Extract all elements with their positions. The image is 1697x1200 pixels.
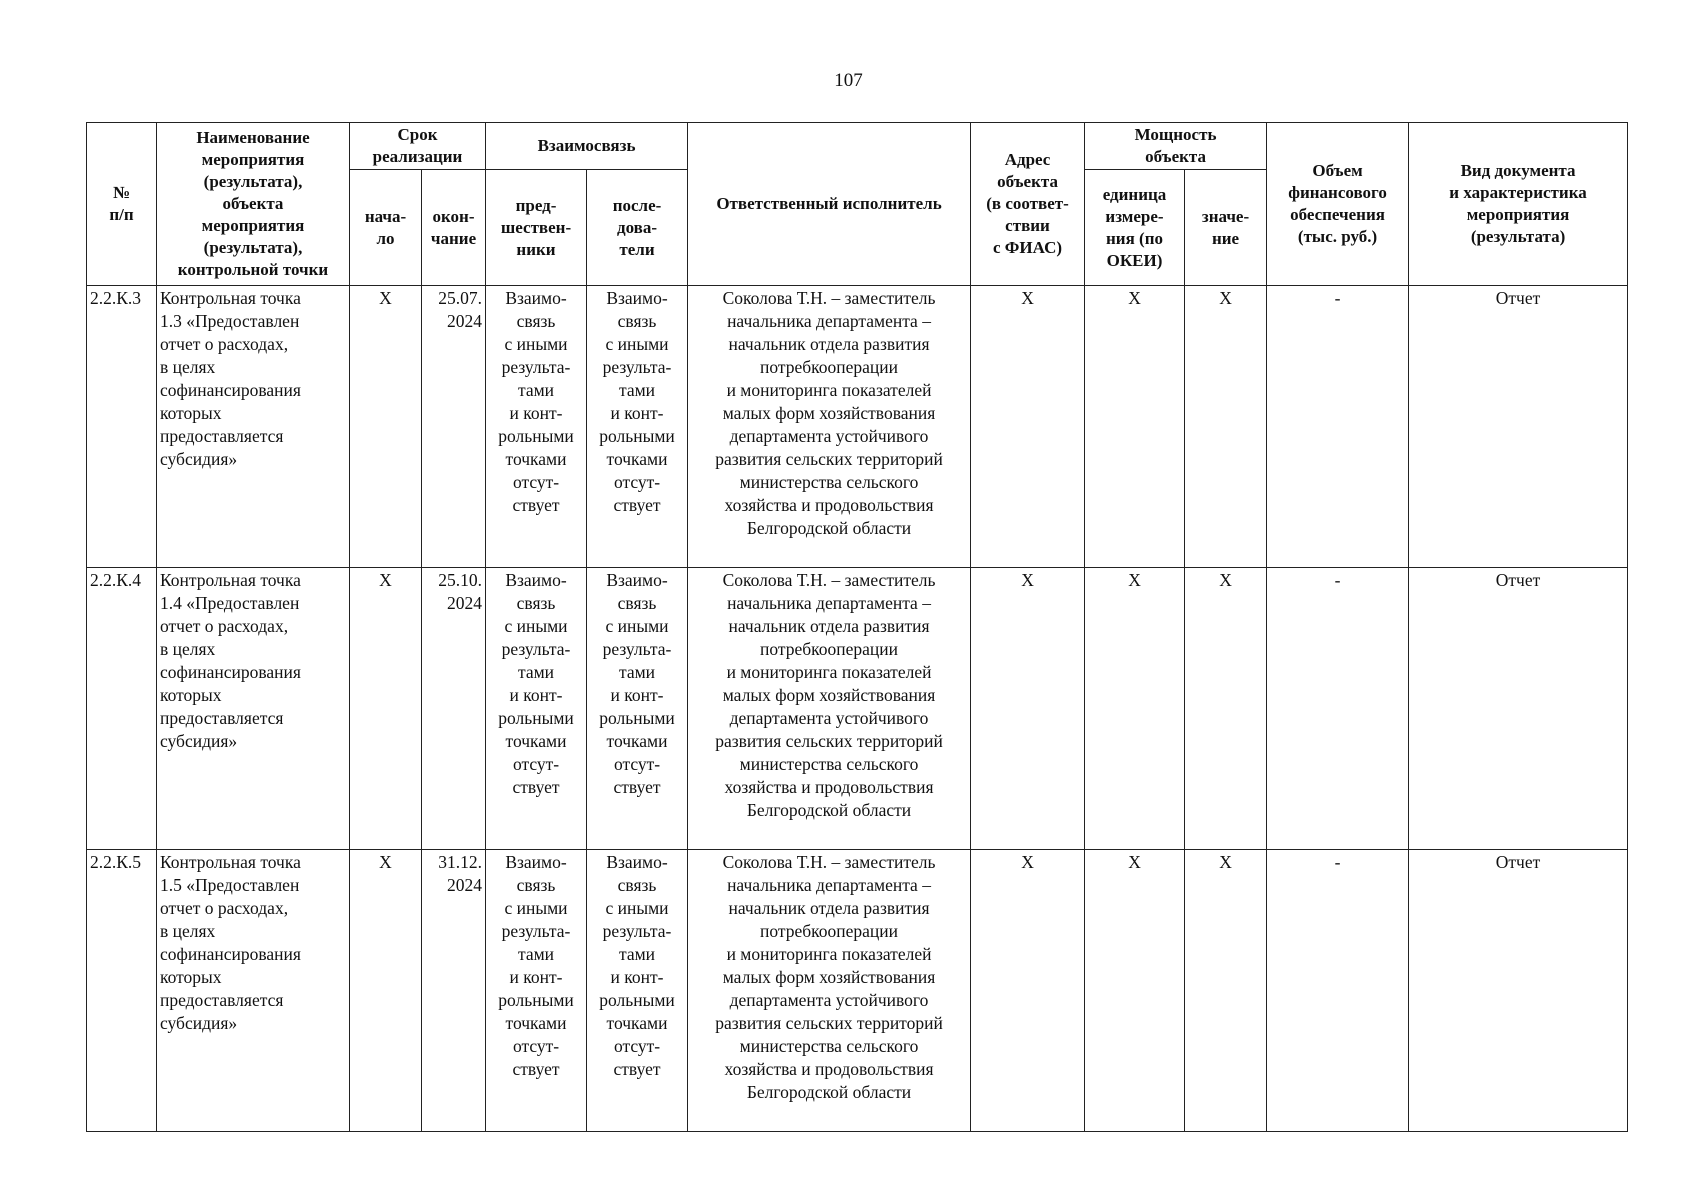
table-header <box>87 123 1628 286</box>
row-unit: X <box>1085 850 1185 1132</box>
header-doc-type: Вид документа и характеристика мероприятия (результата) <box>1409 123 1628 286</box>
row-address: X <box>971 850 1085 1132</box>
row-num: 2.2.К.5 <box>87 850 157 1132</box>
row-value: X <box>1185 850 1267 1132</box>
row-address: X <box>971 568 1085 850</box>
row-finance: - <box>1267 568 1409 850</box>
row-num: 2.2.К.3 <box>87 286 157 568</box>
row-finance: - <box>1267 286 1409 568</box>
row-prev: Взаимо- связь с иными результа- тами и конт- рольными точками отсут- ствует <box>486 568 587 850</box>
row-next: Взаимо- связь с иными результа- тами и конт- рольными точками отсут- ствует <box>587 286 688 568</box>
header-capacity-unit: единица измере- ния (по ОКЕИ) <box>1085 170 1185 286</box>
row-end: 31.12. 2024 <box>422 850 486 1132</box>
header-finance: Объем финансового обеспечения (тыс. руб.) <box>1267 123 1409 286</box>
header-capacity-value: значе- ние <box>1185 170 1267 286</box>
row-doc-type: Отчет <box>1409 850 1628 1132</box>
plan-table <box>86 122 1628 1132</box>
row-finance: - <box>1267 850 1409 1132</box>
header-term-end: окон- чание <box>422 170 486 286</box>
header-capacity: Мощность объекта <box>1085 123 1267 170</box>
row-unit: X <box>1085 568 1185 850</box>
row-prev: Взаимо- связь с иными результа- тами и конт- рольными точками отсут- ствует <box>486 286 587 568</box>
row-start: X <box>350 850 422 1132</box>
row-next: Взаимо- связь с иными результа- тами и конт- рольными точками отсут- ствует <box>587 568 688 850</box>
header-name: Наименование мероприятия (результата), объекта мероприятия (результата), контрольной точки <box>157 123 350 286</box>
table-row <box>87 568 1628 850</box>
header-term: Срок реализации <box>350 123 486 170</box>
header-num: № п/п <box>87 123 157 286</box>
header-relation-prev: пред- шествен- ники <box>486 170 587 286</box>
row-name: Контрольная точка 1.5 «Предоставлен отчет о расходах, в целях софинансирования которых предоставляется субсидия» <box>157 850 350 1132</box>
page-number: 107 <box>834 70 863 91</box>
row-start: X <box>350 286 422 568</box>
row-address: X <box>971 286 1085 568</box>
table-row <box>87 286 1628 568</box>
row-unit: X <box>1085 286 1185 568</box>
row-start: X <box>350 568 422 850</box>
header-relation: Взаимосвязь <box>486 123 688 170</box>
row-next: Взаимо- связь с иными результа- тами и конт- рольными точками отсут- ствует <box>587 850 688 1132</box>
row-name: Контрольная точка 1.3 «Предоставлен отчет о расходах, в целях софинансирования которых предоставляется субсидия» <box>157 286 350 568</box>
row-end: 25.10. 2024 <box>422 568 486 850</box>
row-value: X <box>1185 286 1267 568</box>
row-executor: Соколова Т.Н. – заместитель начальника департамента – начальник отдела развития потребкооперации и мониторинга показателей малых форм хозяйствования департамента устойчивого развития сельских территорий министерства сельского хозяйства и продовольствия Белгородской области <box>688 286 971 568</box>
row-name: Контрольная точка 1.4 «Предоставлен отчет о расходах, в целях софинансирования которых предоставляется субсидия» <box>157 568 350 850</box>
header-address: Адрес объекта (в соответ- ствии с ФИАС) <box>971 123 1085 286</box>
header-relation-next: после- дова- тели <box>587 170 688 286</box>
row-doc-type: Отчет <box>1409 568 1628 850</box>
row-executor: Соколова Т.Н. – заместитель начальника департамента – начальник отдела развития потребкооперации и мониторинга показателей малых форм хозяйствования департамента устойчивого развития сельских территорий министерства сельского хозяйства и продовольствия Белгородской области <box>688 568 971 850</box>
row-num: 2.2.К.4 <box>87 568 157 850</box>
row-executor: Соколова Т.Н. – заместитель начальника департамента – начальник отдела развития потребкооперации и мониторинга показателей малых форм хозяйствования департамента устойчивого развития сельских территорий министерства сельского хозяйства и продовольствия Белгородской области <box>688 850 971 1132</box>
table-row <box>87 850 1628 1132</box>
header-term-start: нача- ло <box>350 170 422 286</box>
row-end: 25.07. 2024 <box>422 286 486 568</box>
header-executor: Ответственный исполнитель <box>688 123 971 286</box>
row-doc-type: Отчет <box>1409 286 1628 568</box>
row-value: X <box>1185 568 1267 850</box>
row-prev: Взаимо- связь с иными результа- тами и конт- рольными точками отсут- ствует <box>486 850 587 1132</box>
